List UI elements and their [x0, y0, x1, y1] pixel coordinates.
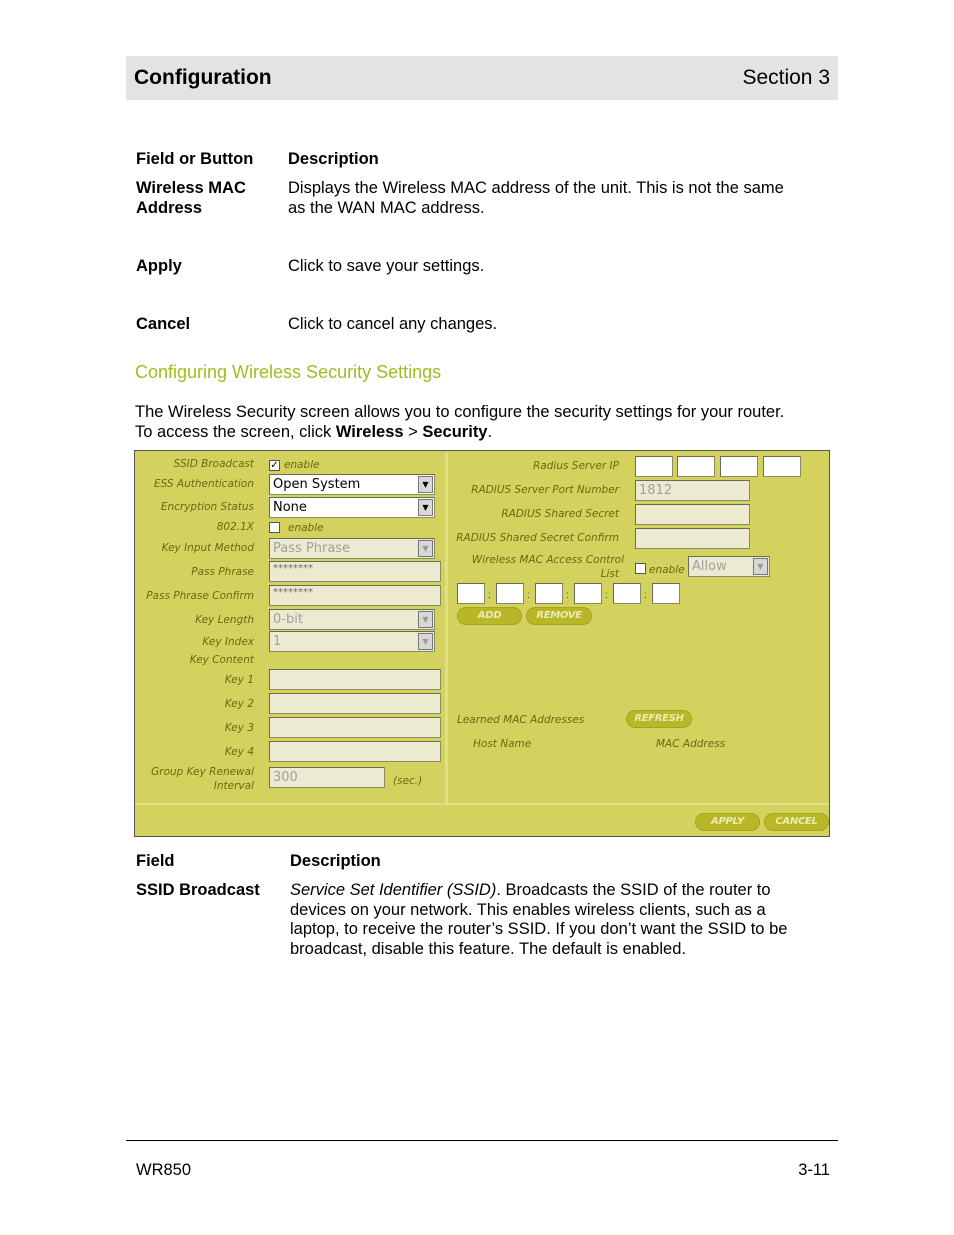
- group-key-label: Group Key Renewal: [151, 766, 254, 778]
- mac-octet-3[interactable]: [535, 583, 563, 604]
- table2-row-description: Service Set Identifier (SSID). Broadcasts the SSID of the router to: [290, 881, 771, 899]
- ess-auth-select[interactable]: Open System ▼: [269, 474, 435, 495]
- mac-acl-label: Wireless MAC Access Control: [471, 554, 624, 566]
- group-key-unit: (sec.): [393, 775, 423, 787]
- table1-header-description: Description: [288, 150, 379, 168]
- mac-octet-2[interactable]: [496, 583, 524, 604]
- radius-ip-octet-2[interactable]: [677, 456, 715, 477]
- mac-octet-5[interactable]: [613, 583, 641, 604]
- add-button[interactable]: ADD: [457, 607, 522, 625]
- key4-label: Key 4: [224, 746, 254, 758]
- table2-row-description: broadcast, disable this feature. The default is enabled.: [290, 940, 686, 958]
- mac-acl-enable-label: enable: [649, 564, 685, 576]
- radius-ip-octet-3[interactable]: [720, 456, 758, 477]
- key1-label: Key 1: [224, 674, 254, 686]
- learned-mac-label: Learned MAC Addresses: [457, 714, 585, 726]
- cancel-button[interactable]: CANCEL: [764, 813, 829, 831]
- encryption-label: Encryption Status: [160, 501, 254, 513]
- key-length-label: Key Length: [195, 614, 254, 626]
- dot1x-enable-label: enable: [288, 522, 324, 534]
- table1-row-description: Displays the Wireless MAC address of the unit. This is not the same: [288, 179, 784, 197]
- intro-line: To access the screen, click Wireless > Security.: [135, 423, 493, 441]
- ssid-broadcast-checkbox[interactable]: ✓: [270, 460, 279, 471]
- table1-row-description: Click to save your settings.: [288, 257, 485, 275]
- key-index-select[interactable]: 1 ▼: [269, 631, 435, 652]
- ssid-broadcast-enable-label: enable: [284, 459, 320, 471]
- key3-label: Key 3: [224, 722, 254, 734]
- refresh-button[interactable]: REFRESH: [626, 710, 692, 728]
- chevron-down-icon: ▼: [418, 476, 433, 493]
- chevron-down-icon: ▼: [418, 633, 433, 650]
- key-index-label: Key Index: [202, 636, 254, 648]
- mac-acl-policy-select[interactable]: Allow ▼: [688, 556, 770, 577]
- pass-confirm-input[interactable]: ********: [269, 585, 441, 606]
- mac-address-column-header: MAC Address: [656, 738, 726, 750]
- section-label: Section 3: [742, 66, 830, 89]
- host-name-column-header: Host Name: [473, 738, 532, 750]
- radius-port-label: RADIUS Server Port Number: [471, 484, 619, 496]
- key2-input[interactable]: [269, 693, 441, 714]
- key-content-label: Key Content: [189, 654, 254, 666]
- mac-acl-label: List: [600, 568, 619, 580]
- pass-phrase-label: Pass Phrase: [191, 566, 254, 578]
- footer-divider: [126, 1140, 838, 1141]
- key-input-select[interactable]: Pass Phrase ▼: [269, 538, 435, 559]
- footer-model: WR850: [136, 1161, 192, 1179]
- mac-octet-1[interactable]: [457, 583, 485, 604]
- mac-acl-checkbox[interactable]: [635, 563, 646, 574]
- table1-row-field: Cancel: [136, 315, 191, 333]
- panel-divider: [445, 453, 448, 803]
- intro-line: The Wireless Security screen allows you to configure the security settings for your router.: [135, 403, 785, 421]
- key1-input[interactable]: [269, 669, 441, 690]
- table1-row-field: Wireless MAC: [136, 179, 246, 197]
- group-key-input[interactable]: 300: [269, 767, 385, 788]
- mac-octet-6[interactable]: [652, 583, 680, 604]
- remove-button[interactable]: REMOVE: [526, 607, 592, 625]
- table1-row-field: Apply: [136, 257, 182, 275]
- radius-secret-confirm-label: RADIUS Shared Secret Confirm: [456, 532, 619, 544]
- radius-ip-label: Radius Server IP: [533, 460, 619, 472]
- table1-row-field: Address: [136, 199, 203, 217]
- section-heading: Configuring Wireless Security Settings: [135, 362, 442, 382]
- apply-button[interactable]: APPLY: [695, 813, 760, 831]
- radius-secret-label: RADIUS Shared Secret: [501, 508, 619, 520]
- group-key-label: Interval: [213, 780, 254, 792]
- table2-row-field: SSID Broadcast: [136, 881, 260, 899]
- table2-header-field: Field: [136, 852, 175, 870]
- panel-divider: [135, 803, 829, 805]
- dot1x-label: 802.1X: [216, 521, 254, 533]
- wireless-security-screen: SSID Broadcast ✓ enable ESS Authentication Open System ▼ Encryption Status None ▼ 802.1X enable Key Input Method Pass Phrase ▼ Pass Phrase ******** Pass Phrase Confirm ******** Key Length 0-bit ▼ Key Index 1 ▼ Key Content Key 1 Key 2 Key 3 Key 4 Group Key Renewal Interval 300 (sec.) Radius Server IP RADIUS Server Port Number 1812 RADIUS Shared Secret RADIUS Shared Secret Confirm Wireless MAC Access Control List enable Allow ▼ : : : : : ADD REMOVE Learned MAC Addresses REFRESH Host Name MAC Address APPLY CANCEL: [134, 450, 830, 837]
- chevron-down-icon: ▼: [753, 558, 768, 575]
- key3-input[interactable]: [269, 717, 441, 738]
- radius-ip-octet-1[interactable]: [635, 456, 673, 477]
- radius-secret-input[interactable]: [635, 504, 750, 525]
- pass-phrase-input[interactable]: ********: [269, 561, 441, 582]
- chevron-down-icon: ▼: [418, 499, 433, 516]
- encryption-select[interactable]: None ▼: [269, 497, 435, 518]
- mac-octet-4[interactable]: [574, 583, 602, 604]
- table2-row-description: devices on your network. This enables wireless clients, such as a: [290, 901, 766, 919]
- table2-row-description: laptop, to receive the router’s SSID. If you don’t want the SSID to be: [290, 920, 788, 938]
- radius-secret-confirm-input[interactable]: [635, 528, 750, 549]
- table2-header-description: Description: [290, 852, 381, 870]
- ess-auth-label: ESS Authentication: [153, 478, 254, 490]
- page-title: Configuration: [134, 66, 272, 89]
- pass-confirm-label: Pass Phrase Confirm: [146, 590, 254, 602]
- table1-header-field: Field or Button: [136, 150, 254, 168]
- table1-row-description: Click to cancel any changes.: [288, 315, 498, 333]
- dot1x-checkbox[interactable]: [269, 522, 280, 533]
- key2-label: Key 2: [224, 698, 254, 710]
- chevron-down-icon: ▼: [418, 611, 433, 628]
- footer-page-number: 3-11: [798, 1161, 830, 1179]
- radius-ip-octet-4[interactable]: [763, 456, 801, 477]
- table1-row-description: as the WAN MAC address.: [288, 199, 485, 217]
- ssid-broadcast-label: SSID Broadcast: [173, 458, 254, 470]
- key-length-select[interactable]: 0-bit ▼: [269, 609, 435, 630]
- key-input-label: Key Input Method: [161, 542, 254, 554]
- chevron-down-icon: ▼: [418, 540, 433, 557]
- radius-port-input[interactable]: 1812: [635, 480, 750, 501]
- key4-input[interactable]: [269, 741, 441, 762]
